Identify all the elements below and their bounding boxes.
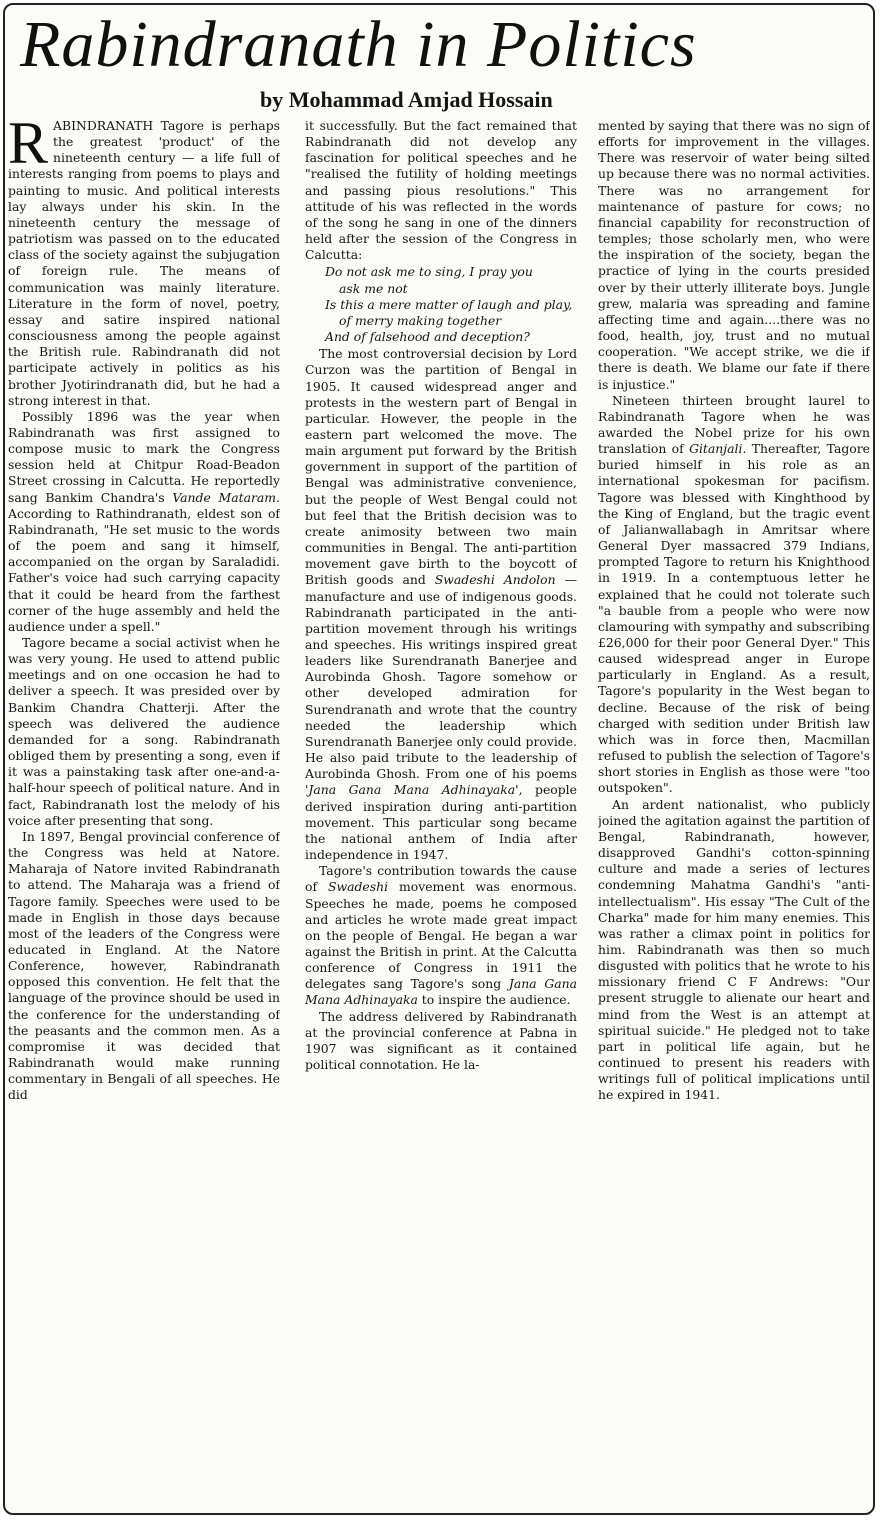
paragraph: An ardent nationalist, who publicly joined the agitation against the partition of Bengal, Rabindranath, however, disapproved Gandhi's cotton-spinning culture and made a series of lectures condemning Mahatma Gandhi's "anti-intellectualism". His essay "The Cult of the Charka" made for him many enemies. This was rather a climax point in politics for him. Rabindranath was then so much disgusted with politics that he wrote to his missionary friend C F Andrews: "Our present struggle to alienate our heart and mind from the West is an attempt at spiritual suicide." He pledged not to take part in political life again, but he continued to present his readers with writings full of political implications until he expired in 1941. [598,796,870,1103]
paragraph: The most controversial decision by Lord Curzon was the partition of Bengal in 1905. It caused widespread anger and protests in the western part of Bengal in particular. However, the people in the eastern part welcomed the move. The main argument put forward by the British government in support of the partition of Bengal was administrative convenience, but the people of West Bengal could not but feel that the British decision was to create animosity between two main communities in Bengal. The anti-partition movement gave birth to the boycott of British goods and Swadeshi Andolon — manufacture and use of indigenous goods. Rabindranath participated in the anti-partition movement through his writings and speeches. His writings inspired great leaders like Surendranath Banerjee and Aurobinda Ghosh. Tagore somehow or other developed admiration for Surendranath and wrote that the country needed the leadership which Surendranath Banerjee only could provide. He also paid tribute to the leadership of Aurobinda Ghosh. From one of his poems 'Jana Gana Mana Adhinayaka', people derived inspiration during anti-partition movement. This particular song became the national anthem of India after independence in 1947. [305,346,577,863]
article-byline: by Mohammad Amjad Hossain [260,87,553,112]
paragraph: In 1897, Bengal provincial conference of the Congress was held at Natore. Maharaja of Natore invited Rabindranath to attend. The Maharaja was a friend of Tagore family. Speeches were used to be made in English in those days because most of the leaders of the Congress were educated in England. At the Natore Conference, however, Rabindranath opposed this convention. He felt that the language of the province should be used in the conference for the understanding of the peasants and the common men. As a compromise it was decided that Rabindranath would make running commentary in Bengali of all speeches. He did [8,828,280,1103]
song-verse: Do not ask me to sing, I pray you ask me not Is this a mere matter of laugh and play, of merry making together And of falsehood and deception? [325,264,573,345]
paragraph: it successfully. But the fact remained that Rabindranath did not develop any fascination for political speeches and he "realised the futility of holding meetings and passing pious resolutions." This attitude of his was reflected in the words of the song he sang in one of the dinners held after the session of the Congress in Calcutta: [305,118,577,263]
paragraph: Nineteen thirteen brought laurel to Rabindranath Tagore when he was awarded the Nobel prize for his own translation of Gitanjali. Thereafter, Tagore buried himself in his role as an international spokesman for pacifism. Tagore was blessed with Kinghthood by the King of England, but the tragic event of Jalianwallabagh in Amritsar where General Dyer massacred 379 Indians, prompted Tagore to return his Knighthood in 1919. In a contemptuous letter he explained that he could not tolerate such "a bauble from a people who were now clamouring with sympathy and subscribing £26,000 for their poor General Dyer." This caused widespread anger in Europe particularly in England. As a result, Tagore's popularity in the West began to decline. Because of the risk of being charged with sedition under British law which was in force then, Macmillan refused to publish the selection of Tagore's short stories in English as those were "too outspoken". [598,392,870,796]
paragraph: The address delivered by Rabindranath at the provincial conference at Pabna in 1907 was significant as it contained political connotation. He la- [305,1008,577,1073]
paragraph: mented by saying that there was no sign of efforts for improvement in the villages. There was reservoir of water being silted up because there was no normal activities. There was no arrangement for maintenance of pasture for cows; no financial capability for reconstruction of temples; those scholarly men, who were the inspiration of the society, began the practice of lying in the courts presided over by their utterly illiterate boys. Jungle grew, malaria was spreading and famine affecting time and again....there was no food, health, joy, trust and no mutual cooperation. "We accept strike, we die if there is death. We blame our fate if there is injustice." [598,118,870,392]
paragraph: Possibly 1896 was the year when Rabindranath was first assigned to compose music to mark the Congress session held at Chitpur Road-Beadon Street crossing in Calcutta. He reportedly sang Bankim Chandra's Vande Mataram. According to Rathindranath, eldest son of Rabindranath, "He set music to the words of the poem and sang it himself, accompanied on the organ by Saraladidi. Father's voice had such carrying capacity that it could be heard from the farthest corner of the huge assembly and held the audience under a spell." [8,408,280,634]
column-2 [305,118,577,1503]
column-3 [598,118,870,1503]
paragraph: Tagore became a social activist when he was very young. He used to attend public meetings and on one occasion he had to deliver a speech. It was presided over by Bankim Chandra Chatterji. After the speech was delivered the audience demanded for a song. Rabindranath obliged them by presenting a song, even if it was a painstaking task after one-and-a-half-hour speech of political nature. And in fact, Rabindranath lost the melody of his voice after presenting that song. [8,635,280,828]
column-1 [8,118,280,1503]
article-title: Rabindranath in Politics [20,8,697,81]
paragraph: RABINDRANATH Tagore is perhaps the greatest 'product' of the nineteenth century — a life full of interests ranging from poems to plays and painting to music. And political interests lay always under his skin. In the nineteenth century the message of patriotism was passed on to the educated class of the society against the subjugation of foreign rule. The means of communication was mainly literature. Literature in the form of novel, poetry, essay and satire inspired national consciousness among the people against the British rule. Rabindranath did not participate actively in politics as his brother Jyotirindranath did, but he had a strong interest in that. [8,118,280,408]
paragraph: Tagore's contribution towards the cause of Swadeshi movement was enormous. Speeches he made, poems he composed and articles he wrote made great impact on the people of Bengal. He began a war against the British in print. At the Calcutta conference of Congress in 1911 the delegates sang Tagore's song Jana Gana Mana Adhinayaka to inspire the audience. [305,863,577,1008]
drop-cap: R [8,118,49,176]
